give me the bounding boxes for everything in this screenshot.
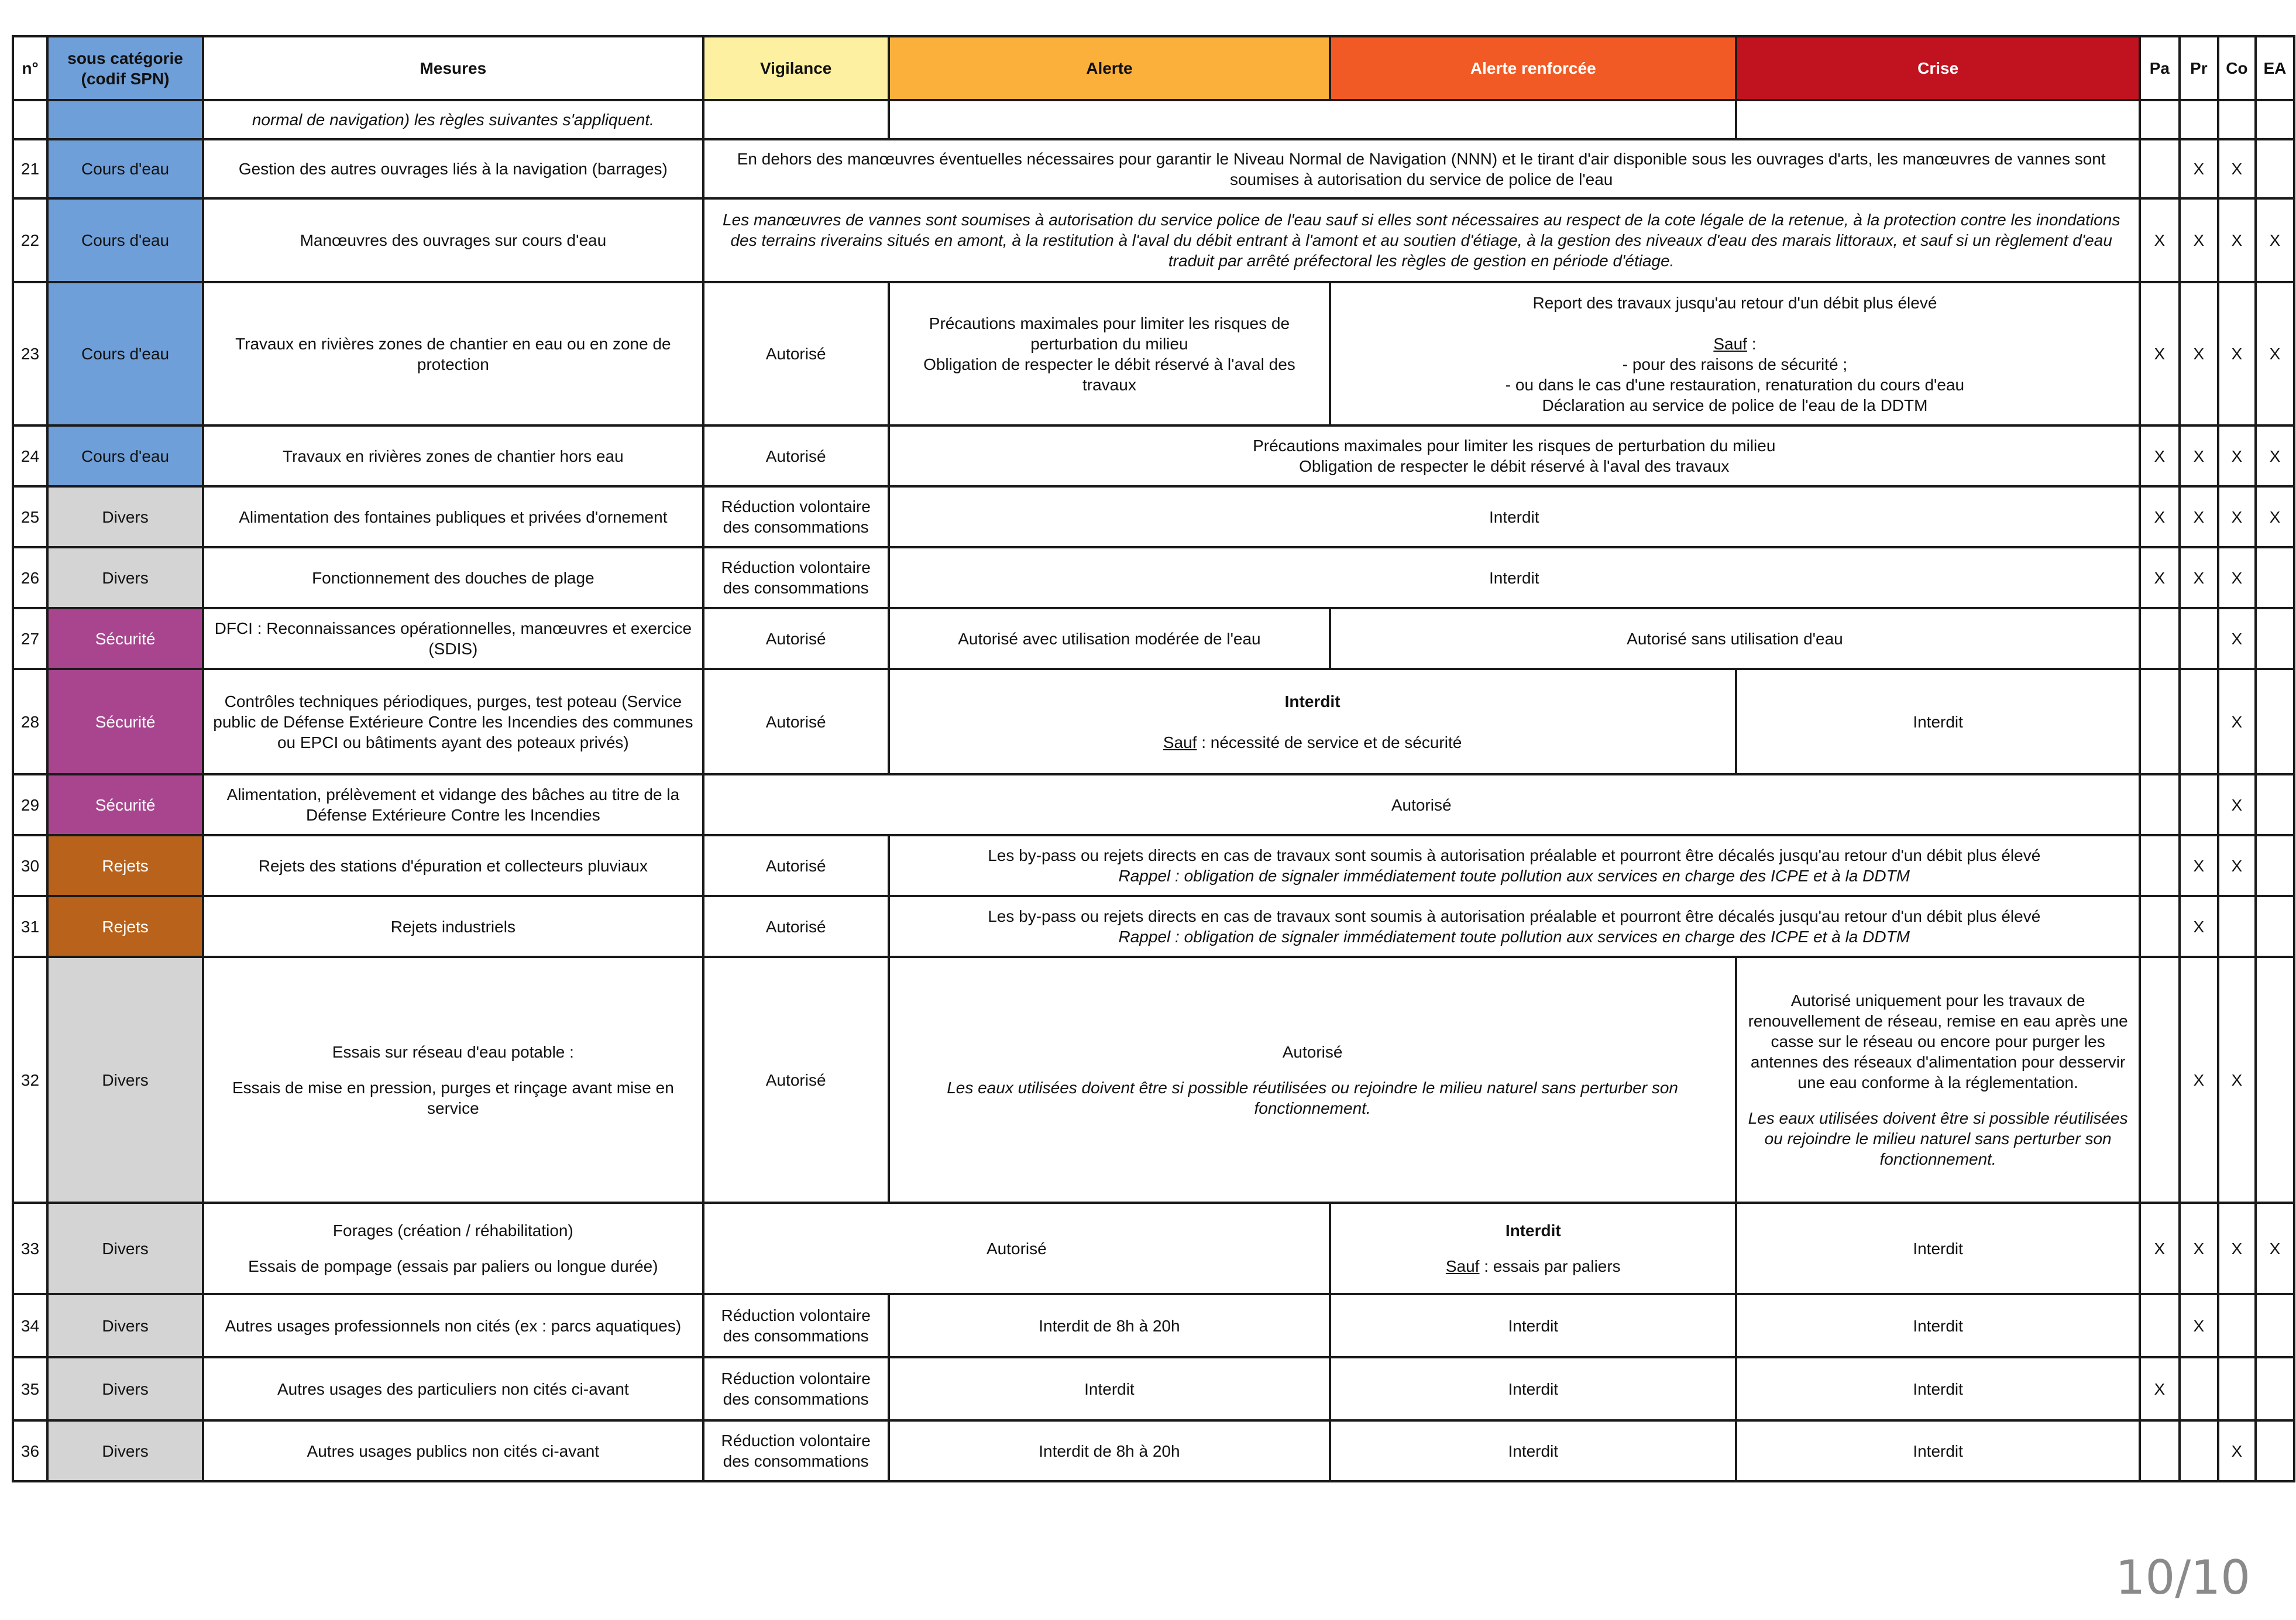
header-vigilance: Vigilance bbox=[703, 36, 889, 100]
pr-cell bbox=[2180, 1357, 2218, 1420]
all-levels-cell: Autorisé bbox=[703, 774, 2140, 835]
table-row bbox=[13, 957, 2294, 1203]
continuation-text: normal de navigation) les règles suivantes s'appliquent. bbox=[203, 100, 703, 139]
cell-text: Essais de pompage (essais par paliers ou longue durée) bbox=[248, 1257, 658, 1275]
measure-cell bbox=[203, 957, 703, 1203]
cell-text: Les by-pass ou rejets directs en cas de travaux sont soumis à autorisation préalable et pourront être décalés jusqu'au retour d'un débit plus élevé bbox=[988, 907, 2041, 925]
category-cell: Sécurité bbox=[47, 608, 203, 669]
cell-text: Interdit bbox=[1505, 1221, 1561, 1240]
table-row bbox=[13, 1294, 2294, 1357]
category-cell: Divers bbox=[47, 1203, 203, 1294]
alerte-alerte-renforcee-cell bbox=[889, 957, 1737, 1203]
pa-cell: X bbox=[2140, 486, 2180, 547]
table-row bbox=[13, 486, 2294, 547]
co-cell: X bbox=[2218, 608, 2256, 669]
vigilance-alerte-cell: Autorisé bbox=[703, 1203, 1331, 1294]
measure-cell: Rejets industriels bbox=[203, 896, 703, 957]
row-number: 27 bbox=[13, 608, 47, 669]
alerte-cell: Interdit de 8h à 20h bbox=[889, 1420, 1330, 1481]
row-number: 31 bbox=[13, 896, 47, 957]
alerte-renforcee-crise-cell: Autorisé sans utilisation d'eau bbox=[1330, 608, 2140, 669]
ea-cell bbox=[2256, 957, 2294, 1203]
row-number: 29 bbox=[13, 774, 47, 835]
alerte-renforcee-cell: Interdit bbox=[1330, 1294, 1736, 1357]
header-row bbox=[13, 36, 2294, 100]
crise-cell: Interdit bbox=[1736, 1294, 2139, 1357]
category-cell: Cours d'eau bbox=[47, 139, 203, 198]
measure-cell: Autres usages professionnels non cités (ex : parcs aquatiques) bbox=[203, 1294, 703, 1357]
cell-text: Autorisé uniquement pour les travaux de renouvellement de réseau, remise en eau après une casse sur le réseau ou encore pour purger les antennes des réseaux d'alimentation pour desservir une eau conforme à la réglementation. bbox=[1748, 991, 2128, 1092]
alerte-cell: Interdit bbox=[889, 1357, 1330, 1420]
row-number: 33 bbox=[13, 1203, 47, 1294]
ea-cell bbox=[2256, 896, 2294, 957]
cell-text: Forages (création / réhabilitation) bbox=[332, 1221, 573, 1240]
alerte-renforcee-cell: Interdit bbox=[1330, 1357, 1736, 1420]
header-measures: Mesures bbox=[203, 36, 703, 100]
alerte-cell: Précautions maximales pour limiter les risques de perturbation du milieu Obligation de respecter le débit réservé à l'aval des travaux bbox=[889, 282, 1330, 425]
category-cell: Divers bbox=[47, 957, 203, 1203]
table-row bbox=[13, 1203, 2294, 1294]
vigilance-cell: Réduction volontaire des consommations bbox=[703, 1420, 889, 1481]
pr-cell: X bbox=[2180, 282, 2218, 425]
alerte-to-crise-cell bbox=[889, 835, 2140, 896]
alerte-renforcee-crise-cell bbox=[1330, 282, 2140, 425]
header-pa: Pa bbox=[2140, 36, 2180, 100]
ea-cell: X bbox=[2256, 1203, 2294, 1294]
vigilance-cell: Réduction volontaire des consommations bbox=[703, 1294, 889, 1357]
category-cell: Divers bbox=[47, 1357, 203, 1420]
ea-cell bbox=[2256, 1294, 2294, 1357]
table-row bbox=[13, 425, 2294, 486]
table-row bbox=[13, 198, 2294, 282]
measure-cell: Autres usages publics non cités ci-avant bbox=[203, 1420, 703, 1481]
all-levels-cell: En dehors des manœuvres éventuelles nécessaires pour garantir le Niveau Normal de Navigation (NNN) et le tirant d'air disponible sous les ouvrages d'arts, les manœuvres de vannes sont soumises à autorisation du service de police de l'eau bbox=[703, 139, 2140, 198]
co-cell bbox=[2218, 1294, 2256, 1357]
pr-cell bbox=[2180, 608, 2218, 669]
category-cell: Divers bbox=[47, 1420, 203, 1481]
pa-cell bbox=[2140, 957, 2180, 1203]
category-cell: Cours d'eau bbox=[47, 282, 203, 425]
measure-cell: Rejets des stations d'épuration et collecteurs pluviaux bbox=[203, 835, 703, 896]
measure-cell: Travaux en rivières zones de chantier en eau ou en zone de protection bbox=[203, 282, 703, 425]
measure-cell: Fonctionnement des douches de plage bbox=[203, 547, 703, 608]
category-cell: Divers bbox=[47, 547, 203, 608]
header-alerte-renforcee: Alerte renforcée bbox=[1330, 36, 1736, 100]
cell-text: Essais de mise en pression, purges et rinçage avant mise en service bbox=[232, 1078, 674, 1117]
row-number: 34 bbox=[13, 1294, 47, 1357]
ea-cell bbox=[2256, 669, 2294, 774]
measure-cell: DFCI : Reconnaissances opérationnelles, manœuvres et exercice (SDIS) bbox=[203, 608, 703, 669]
table-row bbox=[13, 669, 2294, 774]
page-indicator: 10/10 bbox=[2115, 1550, 2250, 1605]
ea-cell bbox=[2256, 608, 2294, 669]
pr-cell: X bbox=[2180, 198, 2218, 282]
table-row bbox=[13, 139, 2294, 198]
pa-cell: X bbox=[2140, 547, 2180, 608]
vigilance-cell: Réduction volontaire des consommations bbox=[703, 486, 889, 547]
cell-text: Autorisé bbox=[1282, 1042, 1343, 1061]
pa-cell bbox=[2140, 608, 2180, 669]
table-row bbox=[13, 1357, 2294, 1420]
cell-text: Rappel : obligation de signaler immédiatement toute pollution aux services en charge des ICPE et à la DDTM bbox=[1118, 928, 1910, 946]
pa-cell: X bbox=[2140, 1203, 2180, 1294]
vigilance-cell: Autorisé bbox=[703, 957, 889, 1203]
category-cell: Divers bbox=[47, 1294, 203, 1357]
co-cell: X bbox=[2218, 198, 2256, 282]
co-cell: X bbox=[2218, 957, 2256, 1203]
ea-cell bbox=[2256, 1420, 2294, 1481]
ea-cell: X bbox=[2256, 425, 2294, 486]
co-cell: X bbox=[2218, 1420, 2256, 1481]
pa-cell: X bbox=[2140, 282, 2180, 425]
row-number: 21 bbox=[13, 139, 47, 198]
co-cell: X bbox=[2218, 139, 2256, 198]
ea-cell bbox=[2256, 1357, 2294, 1420]
ea-cell: X bbox=[2256, 198, 2294, 282]
ea-cell bbox=[2256, 835, 2294, 896]
co-cell: X bbox=[2218, 835, 2256, 896]
ea-cell bbox=[2256, 547, 2294, 608]
row-number: 36 bbox=[13, 1420, 47, 1481]
pr-cell: X bbox=[2180, 425, 2218, 486]
table-row bbox=[13, 1420, 2294, 1481]
category-cell: Rejets bbox=[47, 896, 203, 957]
sauf-label: Sauf bbox=[1445, 1257, 1480, 1275]
pr-cell bbox=[2180, 1420, 2218, 1481]
header-ea: EA bbox=[2256, 36, 2294, 100]
header-co: Co bbox=[2218, 36, 2256, 100]
ea-cell bbox=[2256, 139, 2294, 198]
alerte-renforcee-cell: Interdit bbox=[1330, 1420, 1736, 1481]
pr-cell: X bbox=[2180, 896, 2218, 957]
co-cell bbox=[2218, 1357, 2256, 1420]
measure-cell: Contrôles techniques périodiques, purges, test poteau (Service public de Défense Extérieure Contre les Incendies des communes ou EPCI ou bâtiments ayant des poteaux privés) bbox=[203, 669, 703, 774]
pa-cell: X bbox=[2140, 198, 2180, 282]
header-crise: Crise bbox=[1736, 36, 2139, 100]
pa-cell bbox=[2140, 774, 2180, 835]
row-number: 25 bbox=[13, 486, 47, 547]
row-number: 23 bbox=[13, 282, 47, 425]
alerte-to-crise-cell: Interdit bbox=[889, 547, 2140, 608]
category-cell: Sécurité bbox=[47, 774, 203, 835]
ea-cell bbox=[2256, 774, 2294, 835]
co-cell: X bbox=[2218, 1203, 2256, 1294]
table-row bbox=[13, 835, 2294, 896]
header-num: n° bbox=[13, 36, 47, 100]
measure-cell: Travaux en rivières zones de chantier hors eau bbox=[203, 425, 703, 486]
alerte-alerte-renforcee-cell bbox=[889, 669, 1737, 774]
pr-cell: X bbox=[2180, 1294, 2218, 1357]
cell-text: Les by-pass ou rejets directs en cas de travaux sont soumis à autorisation préalable et pourront être décalés jusqu'au retour d'un débit plus élevé bbox=[988, 846, 2041, 864]
measures-table bbox=[12, 35, 2295, 1482]
pa-cell bbox=[2140, 1294, 2180, 1357]
crise-cell bbox=[1736, 957, 2139, 1203]
table-row bbox=[13, 896, 2294, 957]
co-cell: X bbox=[2218, 669, 2256, 774]
pr-cell: X bbox=[2180, 547, 2218, 608]
co-cell: X bbox=[2218, 425, 2256, 486]
crise-cell: Interdit bbox=[1736, 669, 2139, 774]
pr-cell: X bbox=[2180, 486, 2218, 547]
cell-text: : - pour des raisons de sécurité ; - ou dans le cas d'une restauration, renaturation du cours d'eau Déclaration au service de police de l'eau de la DDTM bbox=[1505, 334, 1965, 414]
crise-cell: Interdit bbox=[1736, 1357, 2139, 1420]
co-cell: X bbox=[2218, 547, 2256, 608]
sauf-label: Sauf bbox=[1163, 733, 1197, 751]
measure-cell: Alimentation des fontaines publiques et privées d'ornement bbox=[203, 486, 703, 547]
header-pr: Pr bbox=[2180, 36, 2218, 100]
co-cell: X bbox=[2218, 486, 2256, 547]
cell-text: Les eaux utilisées doivent être si possible réutilisées ou rejoindre le milieu naturel sans perturber son fonctionnement. bbox=[947, 1078, 1678, 1117]
vigilance-cell: Autorisé bbox=[703, 425, 889, 486]
alerte-to-crise-cell bbox=[889, 896, 2140, 957]
measure-cell bbox=[203, 1203, 703, 1294]
table-row bbox=[13, 774, 2294, 835]
alerte-to-crise-cell: Précautions maximales pour limiter les risques de perturbation du milieu Obligation de respecter le débit réservé à l'aval des travaux bbox=[889, 425, 2140, 486]
pa-cell bbox=[2140, 669, 2180, 774]
co-cell: X bbox=[2218, 774, 2256, 835]
table-row bbox=[13, 547, 2294, 608]
row-number: 30 bbox=[13, 835, 47, 896]
vigilance-cell: Autorisé bbox=[703, 608, 889, 669]
ea-cell: X bbox=[2256, 486, 2294, 547]
pa-cell: X bbox=[2140, 425, 2180, 486]
ea-cell: X bbox=[2256, 282, 2294, 425]
row-number: 32 bbox=[13, 957, 47, 1203]
co-cell bbox=[2218, 896, 2256, 957]
pr-cell: X bbox=[2180, 957, 2218, 1203]
pr-cell bbox=[2180, 774, 2218, 835]
measure-cell: Manœuvres des ouvrages sur cours d'eau bbox=[203, 198, 703, 282]
cell-text: Rappel : obligation de signaler immédiatement toute pollution aux services en charge des ICPE et à la DDTM bbox=[1118, 867, 1910, 885]
row-number: 22 bbox=[13, 198, 47, 282]
category-cell: Cours d'eau bbox=[47, 425, 203, 486]
pa-cell bbox=[2140, 835, 2180, 896]
row-number: 26 bbox=[13, 547, 47, 608]
cell-text: Report des travaux jusqu'au retour d'un débit plus élevé bbox=[1532, 293, 1937, 312]
row-number: 24 bbox=[13, 425, 47, 486]
vigilance-cell: Autorisé bbox=[703, 282, 889, 425]
category-cell: Divers bbox=[47, 486, 203, 547]
pr-cell: X bbox=[2180, 139, 2218, 198]
alerte-cell: Interdit de 8h à 20h bbox=[889, 1294, 1330, 1357]
alerte-to-crise-cell: Interdit bbox=[889, 486, 2140, 547]
header-alerte: Alerte bbox=[889, 36, 1330, 100]
pr-cell: X bbox=[2180, 1203, 2218, 1294]
vigilance-cell: Réduction volontaire des consommations bbox=[703, 547, 889, 608]
category-cell: Rejets bbox=[47, 835, 203, 896]
vigilance-cell: Autorisé bbox=[703, 835, 889, 896]
pa-cell bbox=[2140, 139, 2180, 198]
cell-text: : nécessité de service et de sécurité bbox=[1197, 733, 1462, 751]
vigilance-cell: Autorisé bbox=[703, 669, 889, 774]
crise-cell: Interdit bbox=[1736, 1203, 2139, 1294]
table-row bbox=[13, 608, 2294, 669]
pa-cell bbox=[2140, 896, 2180, 957]
measure-cell: Alimentation, prélèvement et vidange des bâches au titre de la Défense Extérieure Contre les Incendies bbox=[203, 774, 703, 835]
pr-cell bbox=[2180, 669, 2218, 774]
all-levels-cell: Les manœuvres de vannes sont soumises à autorisation du service police de l'eau sauf si elles sont nécessaires au respect de la cote légale de la retenue, à la protection contre les inondations des terrains riverains situés en amont, à la restitution à l'aval du débit entrant à l'amont et au soutien d'étiage, à la gestion des niveaux d'eau des marais littoraux, et sauf si un règlement d'eau traduit par arrêté préfectoral les règles de gestion en période d'étiage. bbox=[703, 198, 2140, 282]
co-cell: X bbox=[2218, 282, 2256, 425]
cell-text: Les eaux utilisées doivent être si possible réutilisées ou rejoindre le milieu naturel sans perturber son fonctionnement. bbox=[1748, 1109, 2128, 1168]
cell-text: Essais sur réseau d'eau potable : bbox=[332, 1042, 574, 1061]
vigilance-cell: Réduction volontaire des consommations bbox=[703, 1357, 889, 1420]
category-cell: Cours d'eau bbox=[47, 198, 203, 282]
row-number: 35 bbox=[13, 1357, 47, 1420]
category-cell: Sécurité bbox=[47, 669, 203, 774]
measure-cell: Autres usages des particuliers non cités ci-avant bbox=[203, 1357, 703, 1420]
row-number: 28 bbox=[13, 669, 47, 774]
alerte-cell: Autorisé avec utilisation modérée de l'eau bbox=[889, 608, 1330, 669]
table-row-continuation bbox=[13, 100, 2294, 139]
sauf-label: Sauf bbox=[1713, 334, 1747, 353]
vigilance-cell: Autorisé bbox=[703, 896, 889, 957]
pr-cell: X bbox=[2180, 835, 2218, 896]
pa-cell: X bbox=[2140, 1357, 2180, 1420]
cell-text: Interdit bbox=[1284, 692, 1341, 711]
cell-text: : essais par paliers bbox=[1479, 1257, 1621, 1275]
pa-cell bbox=[2140, 1420, 2180, 1481]
alerte-renforcee-cell bbox=[1330, 1203, 1736, 1294]
table-row bbox=[13, 282, 2294, 425]
measure-cell: Gestion des autres ouvrages liés à la navigation (barrages) bbox=[203, 139, 703, 198]
header-category: sous catégorie (codif SPN) bbox=[47, 36, 203, 100]
crise-cell: Interdit bbox=[1736, 1420, 2139, 1481]
